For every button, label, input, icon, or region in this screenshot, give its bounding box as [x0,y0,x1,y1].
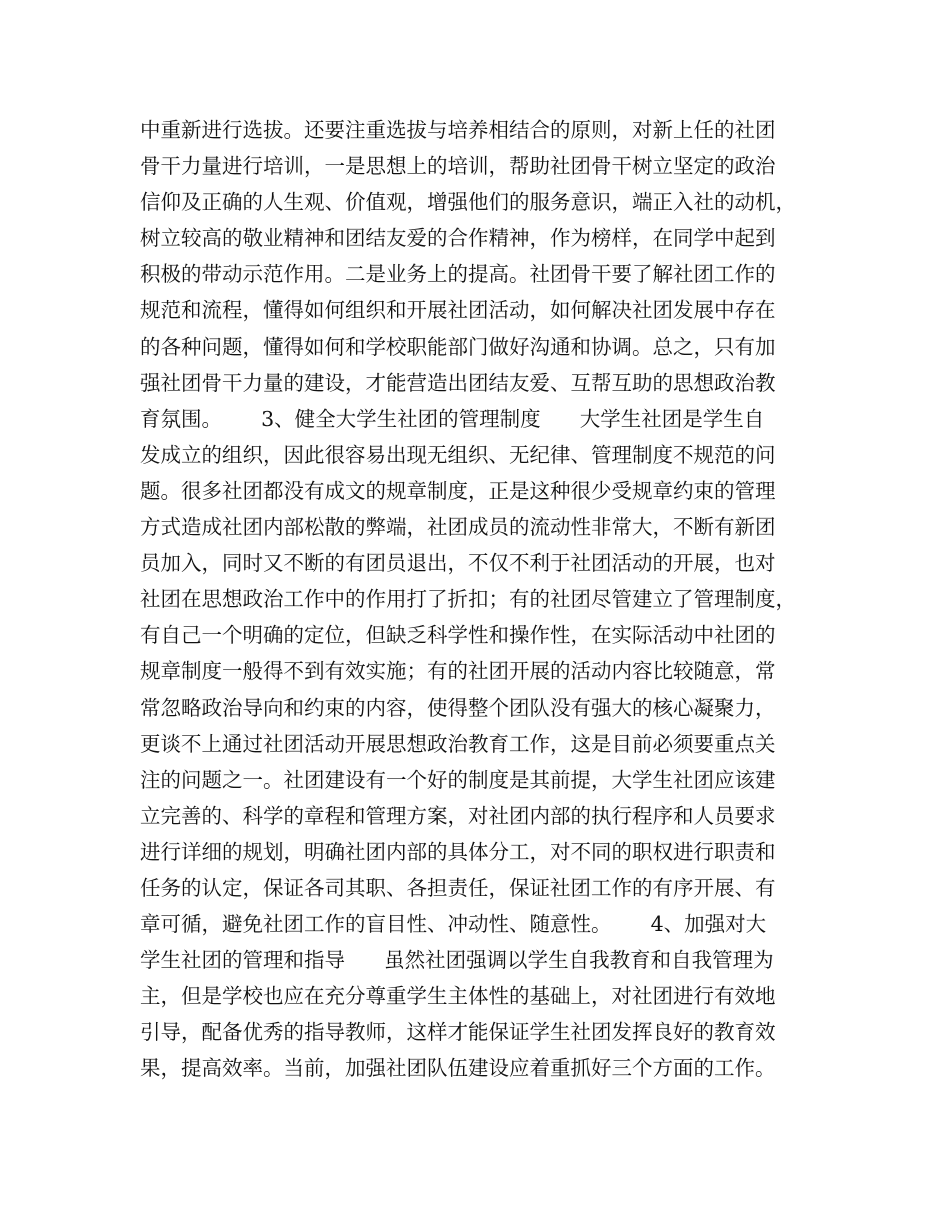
text-line: 发成立的组织，因此很容易出现无组织、无纪律、管理制度不规范的问 [140,442,776,467]
text-line: 树立较高的敬业精神和团结友爱的合作精神，作为榜样，在同学中起到 [140,226,776,251]
text-line: 更谈不上通过社团活动开展思想政治教育工作，这是目前必须要重点关 [140,731,776,756]
text-line: 主，但是学校也应在充分尊重学生主体性的基础上，对社团进行有效地 [140,984,776,1009]
text-line: 任务的认定，保证各司其职、各担责任，保证社团工作的有序开展、有 [140,875,776,900]
text-line: 骨干力量进行培训，一是思想上的培训，帮助社团骨干树立坚定的政治 [140,154,776,179]
text-line: 强社团骨干力量的建设，才能营造出团结友爱、互帮互助的思想政治教 [140,370,776,395]
text-line: 积极的带动示范作用。二是业务上的提高。社团骨干要了解社团工作的 [140,262,776,287]
text-line: 方式造成社团内部松散的弊端，社团成员的流动性非常大，不断有新团 [140,515,776,540]
text-line: 规章制度一般得不到有效实施；有的社团开展的活动内容比较随意，常 [140,659,776,684]
text-line: 果，提高效率。当前，加强社团队伍建设应着重抓好三个方面的工作。 [140,1056,776,1081]
text-line: 常忽略政治导向和约束的内容，使得整个团队没有强大的核心凝聚力， [140,695,776,720]
text-line: 的各种问题，懂得如何和学校职能部门做好沟通和协调。总之，只有加 [140,334,776,359]
text-line: 有自己一个明确的定位，但缺乏科学性和操作性，在实际活动中社团的 [140,623,776,648]
text-line: 学生社团的管理和指导 虽然社团强调以学生自我教育和自我管理为 [140,948,774,973]
text-line: 注的问题之一。社团建设有一个好的制度是其前提，大学生社团应该建 [140,767,776,792]
text-line: 信仰及正确的人生观、价值观，增强他们的服务意识，端正入社的动机， [140,190,796,215]
text-line: 中重新进行选拔。还要注重选拔与培养相结合的原则，对新上任的社团 [140,118,776,142]
text-line: 立完善的、科学的章程和管理方案，对社团内部的执行程序和人员要求 [140,803,776,828]
text-line: 员加入，同时又不断的有团员退出，不仅不利于社团活动的开展，也对 [140,551,776,576]
text-line: 题。很多社团都没有成文的规章制度，正是这种很少受规章约束的管理 [140,478,776,503]
text-line: 章可循，避免社团工作的盲目性、冲动性、随意性。 4、加强对大 [140,912,767,937]
body-text [140,112,830,1087]
text-line: 进行详细的规划，明确社团内部的具体分工，对不同的职权进行职责和 [140,839,776,864]
text-line: 社团在思想政治工作中的作用打了折扣；有的社团尽管建立了管理制度， [140,587,796,612]
text-line: 引导，配备优秀的指导教师，这样才能保证学生社团发挥良好的教育效 [140,1020,776,1045]
text-line: 规范和流程，懂得如何组织和开展社团活动，如何解决社团发展中存在 [140,298,776,323]
text-line: 育氛围。 3、健全大学生社团的管理制度 大学生社团是学生自 [140,406,765,431]
